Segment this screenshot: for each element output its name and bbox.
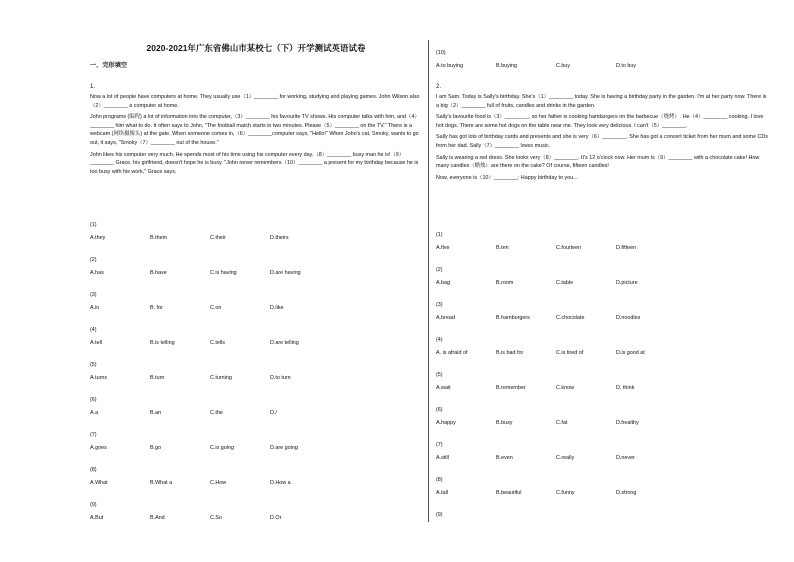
passage-paragraph: Sally has got lots of birthday cards and presents and she is very（6）________. She has got a concert ticket from her mum and some CDs from her dad. Sally（7）________ loves music. — [436, 134, 768, 149]
option-d[interactable]: D.never — [616, 455, 635, 461]
option-c[interactable]: C.the — [210, 410, 223, 416]
question-options — [90, 480, 330, 486]
section-heading: 一、完形填空 — [90, 62, 128, 69]
option-a[interactable]: A.But — [90, 515, 104, 521]
option-b[interactable]: B.is telling — [150, 340, 175, 346]
option-c[interactable]: C.know — [556, 385, 574, 391]
option-d[interactable]: D.like — [270, 305, 284, 311]
option-a[interactable]: A.happy — [436, 420, 456, 426]
question-number: (9) — [436, 512, 443, 518]
question-options — [436, 455, 676, 461]
option-d[interactable]: D.noodles — [616, 315, 641, 321]
option-b[interactable]: B.And — [150, 515, 165, 521]
part2-passage — [436, 84, 768, 185]
option-a[interactable]: A.goes — [90, 445, 107, 451]
option-d[interactable]: D.are going — [270, 445, 298, 451]
option-b[interactable]: B.have — [150, 270, 167, 276]
option-a[interactable]: A.has — [90, 270, 104, 276]
question-number: (8) — [90, 467, 97, 473]
option-c[interactable]: C.fat — [556, 420, 568, 426]
option-d[interactable]: D.Or — [270, 515, 282, 521]
option-d[interactable]: D.strong — [616, 490, 637, 496]
option-a[interactable]: A. is afraid of — [436, 350, 468, 356]
question-number: (3) — [436, 302, 443, 308]
option-d[interactable]: D.picture — [616, 280, 638, 286]
option-b[interactable]: B.go — [150, 445, 162, 451]
option-d[interactable]: D.How a — [270, 480, 291, 486]
option-a[interactable]: A.wait — [436, 385, 451, 391]
passage-paragraph: I am Sam. Today is Sally's birthday. She's（1）________ today. She is having a birthday party in the garden. I'm at her party now. There is a big（2）________ full of fruits, candles and drinks in the garden. — [436, 94, 767, 109]
column-divider — [428, 40, 429, 522]
question-number: (2) — [90, 257, 97, 263]
question-options — [436, 490, 676, 496]
option-c[interactable]: C.really — [556, 455, 575, 461]
option-d[interactable]: D.theirs — [270, 235, 289, 241]
question-number: (4) — [436, 337, 443, 343]
option-a[interactable]: A.still — [436, 455, 449, 461]
option-b[interactable]: B.an — [150, 410, 162, 416]
part1-passage — [90, 84, 422, 179]
passage-paragraph: Now, everyone is（10）________: Happy birthday to you... — [436, 174, 578, 181]
question-options — [90, 305, 330, 311]
option-b[interactable]: B. for — [150, 305, 163, 311]
question-number: (7) — [436, 442, 443, 448]
option-b[interactable]: B.hamburgers — [496, 315, 530, 321]
question-options — [90, 340, 330, 346]
question-options — [436, 245, 676, 251]
option-a[interactable]: A.tall — [436, 490, 448, 496]
question-number: (10) — [436, 50, 446, 56]
option-a[interactable]: A.a — [90, 410, 99, 416]
option-a[interactable]: A.in — [90, 305, 100, 311]
option-b[interactable]: B.room — [496, 280, 514, 286]
option-c[interactable]: C.So — [210, 515, 222, 521]
question-options — [90, 515, 330, 521]
option-d[interactable]: D.to buy — [616, 63, 637, 69]
question-number: (5) — [90, 362, 97, 368]
part-number: 2. — [436, 84, 442, 90]
question-number: (1) — [436, 232, 443, 238]
option-c[interactable]: C.is going — [210, 445, 234, 451]
option-b[interactable]: B.ten — [496, 245, 509, 251]
question-options — [436, 385, 676, 391]
option-c[interactable]: C.How — [210, 480, 227, 486]
question-options — [90, 270, 330, 276]
option-b[interactable]: B.turn — [150, 375, 165, 381]
part-number: 1. — [90, 84, 96, 90]
question-number: (1) — [90, 222, 97, 228]
question-number: (4) — [90, 327, 97, 333]
option-a[interactable]: A.five — [436, 245, 450, 251]
option-c[interactable]: C.table — [556, 280, 574, 286]
option-a[interactable]: A.tell — [90, 340, 102, 346]
question-number: (2) — [436, 267, 443, 273]
option-b[interactable]: B.busy — [496, 420, 513, 426]
option-b[interactable]: B.is bad for — [496, 350, 524, 356]
option-c[interactable]: C.buy — [556, 63, 571, 69]
option-c[interactable]: C.tells — [210, 340, 225, 346]
question-options — [436, 420, 676, 426]
option-b[interactable]: B.What a — [150, 480, 173, 486]
question-options — [436, 315, 676, 321]
question-number: (6) — [90, 397, 97, 403]
question-number: (7) — [90, 432, 97, 438]
passage-paragraph: Sally's favourite food is（3）________, so her father is cooking hamburgers on the barbecue（烧烤）. He（4）________ cooking. I love hot dogs. There are some hot dogs on the table near me. They look very delicious. I can't（5）________. — [436, 114, 764, 129]
passage-paragraph: Now a lot of people have computers at home. They usually use（1）________ for working, studying and playing games. John Wilson also（2）________ a computer at home. — [90, 94, 420, 109]
passage-paragraph: John programs (编程) a lot of information into the computer,（3）________ his favourite TV shows. His computer talks with him, and（4）________ him what to do. It often says to John, "The football match starts in two minutes. Please（5）________ on the TV." There is a webcam (网络摄像头) at the gate. When someone comes in,（6）________computer says, "Hello!" When John's cat, Smoky, wants to go out, it says, "Smoky（7）________ out of the house." — [90, 114, 420, 146]
question-options — [436, 350, 676, 356]
option-d[interactable]: D./ — [270, 410, 277, 416]
question-options — [90, 445, 330, 451]
question-options — [90, 410, 330, 416]
question-number: (6) — [436, 407, 443, 413]
question-options — [436, 63, 676, 69]
question-number: (3) — [90, 292, 97, 298]
option-d[interactable]: D.is good at — [616, 350, 645, 356]
passage-paragraph: Sally is wearing a red dress. She looks very（8）________. It's 12 o'clock now. Her mum is（9）________ with a chocolate cake! How many candles（蜡烛）are there on the cake? Of course, fifteen candles! — [436, 154, 760, 170]
option-a[interactable]: A.bread — [436, 315, 455, 321]
option-c[interactable]: C.turning — [210, 375, 232, 381]
option-c[interactable]: C.is tired of — [556, 350, 584, 356]
option-d[interactable]: D.are telling — [270, 340, 299, 346]
option-c[interactable]: C.funny — [556, 490, 575, 496]
question-number: (5) — [436, 372, 443, 378]
exam-title: 2020-2021年广东省佛山市某校七（下）开学测试英语试卷 — [146, 43, 366, 53]
option-c[interactable]: C.is having — [210, 270, 237, 276]
option-a[interactable]: A.What — [90, 480, 108, 486]
question-number: (9) — [90, 502, 97, 508]
option-b[interactable]: B.beautiful — [496, 490, 522, 496]
option-a[interactable]: A.to buying — [436, 63, 463, 69]
option-d[interactable]: D.fifteen — [616, 245, 637, 251]
option-c[interactable]: C.fourteen — [556, 245, 582, 251]
option-b[interactable]: B.them — [150, 235, 168, 241]
option-d[interactable]: D. think — [616, 385, 635, 391]
question-options — [90, 375, 330, 381]
option-a[interactable]: A.bag — [436, 280, 451, 286]
option-b[interactable]: B.remember — [496, 385, 526, 391]
option-c[interactable]: C.chocolate — [556, 315, 585, 321]
option-a[interactable]: A.they — [90, 235, 106, 241]
passage-paragraph: John likes his computer very much. He spends most of his time using his computer every day.（8）________ busy man he is!（9）________ Grace, his girlfriend, doesn't hope he is busy. "John never remembers（10）________ a present for my birthday because he is too busy with his work," Grace says. — [90, 151, 419, 175]
option-d[interactable]: D.are having — [270, 270, 301, 276]
option-d[interactable]: D.to turn — [270, 375, 291, 381]
option-b[interactable]: B.buying — [496, 63, 517, 69]
option-c[interactable]: C.on — [210, 305, 222, 311]
question-options — [436, 280, 676, 286]
option-a[interactable]: A.turns — [90, 375, 108, 381]
option-c[interactable]: C.their — [210, 235, 226, 241]
question-number: (8) — [436, 477, 443, 483]
question-options — [90, 235, 330, 241]
option-d[interactable]: D.healthy — [616, 420, 639, 426]
option-b[interactable]: B.even — [496, 455, 513, 461]
